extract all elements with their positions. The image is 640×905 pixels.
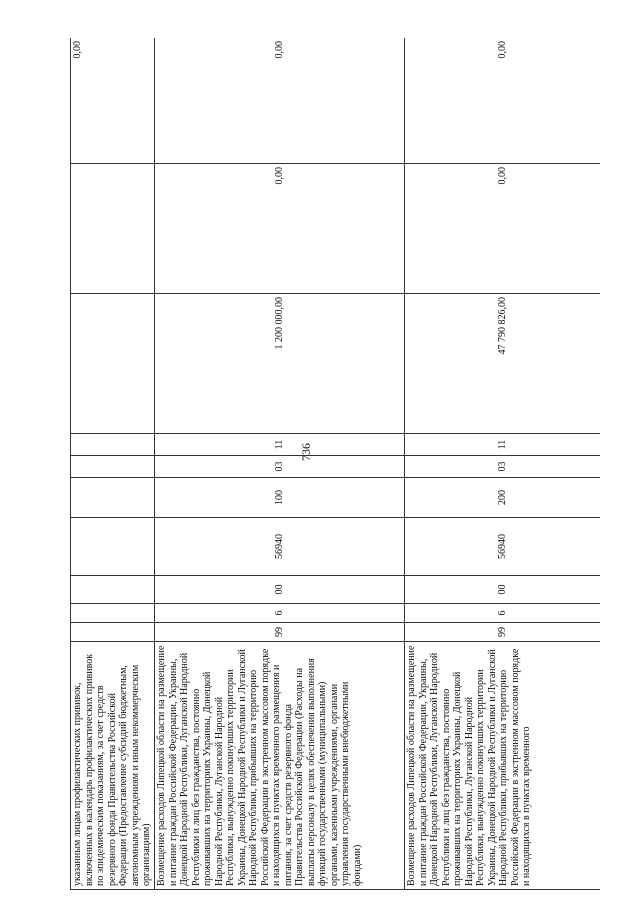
cell-amount-1	[71, 294, 155, 434]
cell-event: 00	[155, 576, 405, 604]
cell-amount-2: 0,00	[155, 164, 405, 294]
table-row	[405, 38, 601, 890]
cell-amount-2	[71, 164, 155, 294]
budget-table	[70, 38, 600, 890]
cell-amount-2: 0,00	[405, 164, 601, 294]
rotated-table-container	[70, 38, 600, 890]
table-viewport	[70, 38, 600, 890]
cell-direction: 56940	[155, 518, 405, 576]
table-row	[71, 38, 155, 890]
cell-event	[71, 576, 155, 604]
cell-section	[71, 456, 155, 478]
cell-amount-3: 0,00	[155, 38, 405, 164]
cell-program: 99	[405, 623, 601, 642]
cell-expense-type: 200	[405, 478, 601, 518]
cell-amount-1: 47 790 826,00	[405, 294, 601, 434]
cell-amount-1: 1 200 000,00	[155, 294, 405, 434]
cell-program	[71, 623, 155, 642]
cell-event: 00	[405, 576, 601, 604]
cell-section: 03	[405, 456, 601, 478]
cell-subsection: 11	[405, 434, 601, 456]
cell-subsection: 11	[155, 434, 405, 456]
cell-subprogram: 6	[155, 604, 405, 623]
cell-subprogram: 6	[405, 604, 601, 623]
page-number: 736	[299, 443, 313, 461]
row-description: Возмещение расходов Липецкой области на размещение и питание граждан Российской Федерации, Украины, Донецкой Народной Республики, Луганской Народной Республики и лиц без гражданства, постоянно проживавших на территориях Украины, Донецкой Народной Республики, Луганской Народной Республики, вынужденно покинувших территории Украины, Донецкой Народной Республики и Луганской Народной Республики, прибывших на территорию Российской Федерации в экстренном массовом порядке и находящихся в пунктах временного	[405, 642, 601, 890]
cell-direction: 56940	[405, 518, 601, 576]
cell-subsection	[71, 434, 155, 456]
cell-subprogram	[71, 604, 155, 623]
cell-expense-type	[71, 478, 155, 518]
cell-section: 03	[155, 456, 405, 478]
cell-expense-type: 100	[155, 478, 405, 518]
cell-program: 99	[155, 623, 405, 642]
cell-amount-3: 0,00	[405, 38, 601, 164]
table-row	[155, 38, 405, 890]
cell-direction	[71, 518, 155, 576]
row-description: указанным лицам профилактических прививок, включенных в календарь профилактических прививок по эпидемическим показаниям, за счет средств резервного фонда Правительства Российской Федерации (Предоставление субсидий бюджетным, автономным учреждениям и иным некоммерческим организациям)	[71, 642, 155, 890]
row-description: Возмещение расходов Липецкой области на размещение и питание граждан Российской Федерации, Украины, Донецкой Народной Республики, Луганской Народной Республики и лиц без гражданства, постоянно проживавших на территориях Украины, Донецкой Народной Республики, Луганской Народной Республики, вынужденно покинувших территории Украины, Донецкой Народной Республики и Луганской Народной Республики, прибывших на территорию Российской Федерации в экстренном массовом порядке и находящихся в пунктах временного размещения и питания, за счет средств резервного фонда Правительства Российской Федерации (Расходы на выплаты персоналу в целях обеспечения выполнения функций государственными (муниципальными) органами, казенными учреждениями, органами управления государственными внебюджетными фондами)	[155, 642, 405, 890]
cell-amount-3: 0,00	[71, 38, 155, 164]
